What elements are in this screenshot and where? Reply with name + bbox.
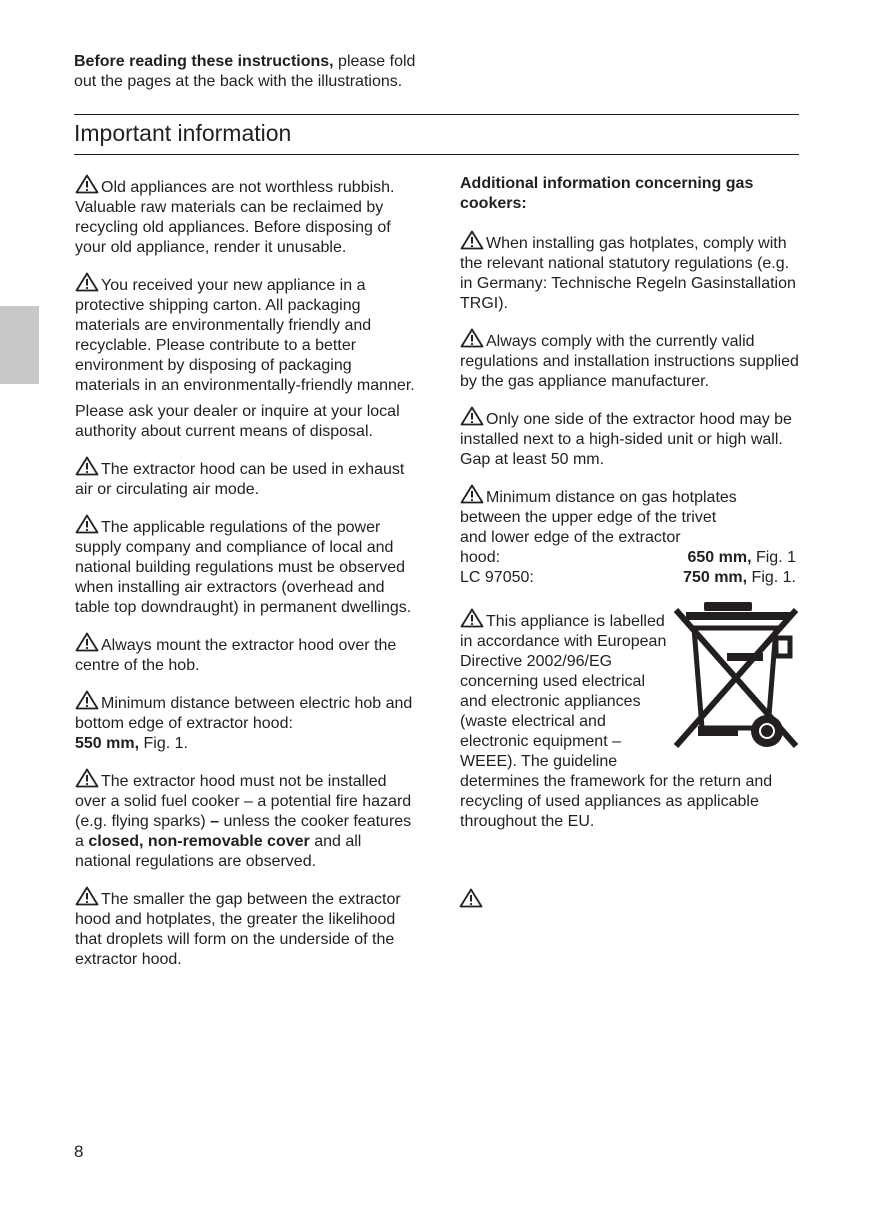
paragraph-air-mode [75,456,420,500]
intro-text-1: please fold [333,53,416,70]
intro-note [74,52,494,92]
text-weee-wide: determines the framework for the return and recycling of used appliances as applicable throughout the EU. [460,773,773,830]
page-number: 8 [74,1142,84,1161]
paragraph-high-wall [460,406,805,470]
distance-row-lc97050-fig: Fig. 1. [747,569,796,586]
warning-icon [460,230,484,250]
warning-icon [460,328,484,348]
text-old-appliances: Old appliances are not worthless rubbish. Valuable raw materials can be reclaimed by recycling old appliances. Before disposing of your old appliance, render it unusable. [75,179,395,256]
distance-row-hood-label: hood: [460,549,501,566]
warning-icon [460,608,484,628]
weee-text-narrow-block [460,608,675,772]
paragraph-disposal: Please ask your dealer or inquire at your local authority about current means of disposal. [75,403,400,440]
text-regulations: The applicable regulations of the power supply company and compliance of local and national building regulations must be observed when installing air extractors (overhead and table top downdraught) in permanent dwellings. [75,519,412,616]
paragraph-mount-centre [75,632,420,676]
weee-crossed-bin-icon [672,598,802,758]
text-air-mode: The extractor hood can be used in exhaust air or circulating air mode. [75,461,405,498]
intro-text-2: out the pages at the back with the illustrations. [74,73,403,90]
text-droplets: The smaller the gap between the extractor hood and hotplates, the greater the likelihood that droplets will form on the underside of the extractor hood. [75,891,401,968]
warning-icon [75,690,99,710]
warning-icon [75,272,99,292]
distance-row-hood-value-wrap [687,548,796,568]
left-column [75,174,420,984]
distance-row-lc97050 [460,568,796,588]
text-solid-fuel-2: unless the cooker features a [75,813,412,850]
distance-row-lc97050-label: LC 97050: [460,569,534,586]
distance-row-lc97050-value: 750 mm, [683,569,748,586]
text-gas-regulations: When installing gas hotplates, comply with the relevant national statutory regulations (e.g. in Germany: Technische Regeln Gasinstallation TRGI). [460,235,796,312]
page-title: Important information [74,120,292,146]
text-gas-distance-3: and lower edge of the extractor [460,529,681,546]
warning-icon [75,514,99,534]
text-manufacturer: Always comply with the currently valid regulations and installation instructions supplied by the gas appliance manufacturer. [460,333,799,390]
paragraph-gas-distance [460,484,805,588]
warning-icon [75,886,99,906]
text-high-wall: Only one side of the extractor hood may be installed next to a high-sided unit or high wall. Gap at least 50 mm. [460,411,792,468]
intro-bold: Before reading these instructions, [74,53,334,70]
paragraph-solid-fuel [75,768,420,872]
warning-icon [75,456,99,476]
electric-distance-fig: Fig. 1. [139,735,188,752]
paragraph-gas-regulations [460,230,805,314]
paragraph-droplets [75,886,420,970]
paragraph-packaging [75,272,420,396]
title-rule-bottom [74,154,799,155]
warning-icon [75,632,99,652]
warning-icon [460,406,484,426]
text-solid-fuel-3: and all national regulations are observed. [75,833,362,870]
text-weee-narrow: This appliance is labelled in accordance with European Directive 2002/96/EG concerning used electrical and electronic appliances (waste electrical and electronic equipment – WEEE). The guideline [460,613,667,770]
weee-block [460,608,805,832]
warning-icon [459,888,483,908]
paragraph-regulations [75,514,420,618]
text-solid-fuel-bold: closed, non-removable cover [88,833,310,850]
warning-icon [75,768,99,788]
text-mount-centre: Always mount the extractor hood over the centre of the hob. [75,637,397,674]
text-gas-distance-2: between the upper edge of the trivet [460,509,717,526]
electric-distance-value: 550 mm, [75,735,140,752]
paragraph-electric-distance [75,690,420,754]
text-electric-distance: Minimum distance between electric hob and bottom edge of extractor hood: [75,695,413,732]
distance-row-hood-fig: Fig. 1 [751,549,796,566]
title-rule-top [74,114,799,115]
side-tab-marker [0,306,39,384]
text-solid-fuel-dash: – [210,813,220,830]
text-packaging: You received your new appliance in a protective shipping carton. All packaging materials are environmentally friendly and recyclable. Please contribute to a better environment by disposing of packaging materials in an environmentally-friendly manner. [75,277,415,394]
gas-cookers-heading: Additional information concerning gas cookers: [460,175,754,212]
paragraph-old-appliances [75,174,420,258]
right-column [460,174,805,832]
text-solid-fuel-1: The extractor hood must not be installed over a solid fuel cooker – a potential fire hazard (e.g. flying sparks) [75,773,412,830]
text-gas-distance-1: Minimum distance on gas hotplates [486,489,737,506]
warning-icon [460,484,484,504]
distance-row-hood [460,548,796,568]
warning-icon [75,174,99,194]
paragraph-manufacturer [460,328,805,392]
distance-row-lc97050-value-wrap [683,568,796,588]
distance-row-hood-value: 650 mm, [687,549,752,566]
